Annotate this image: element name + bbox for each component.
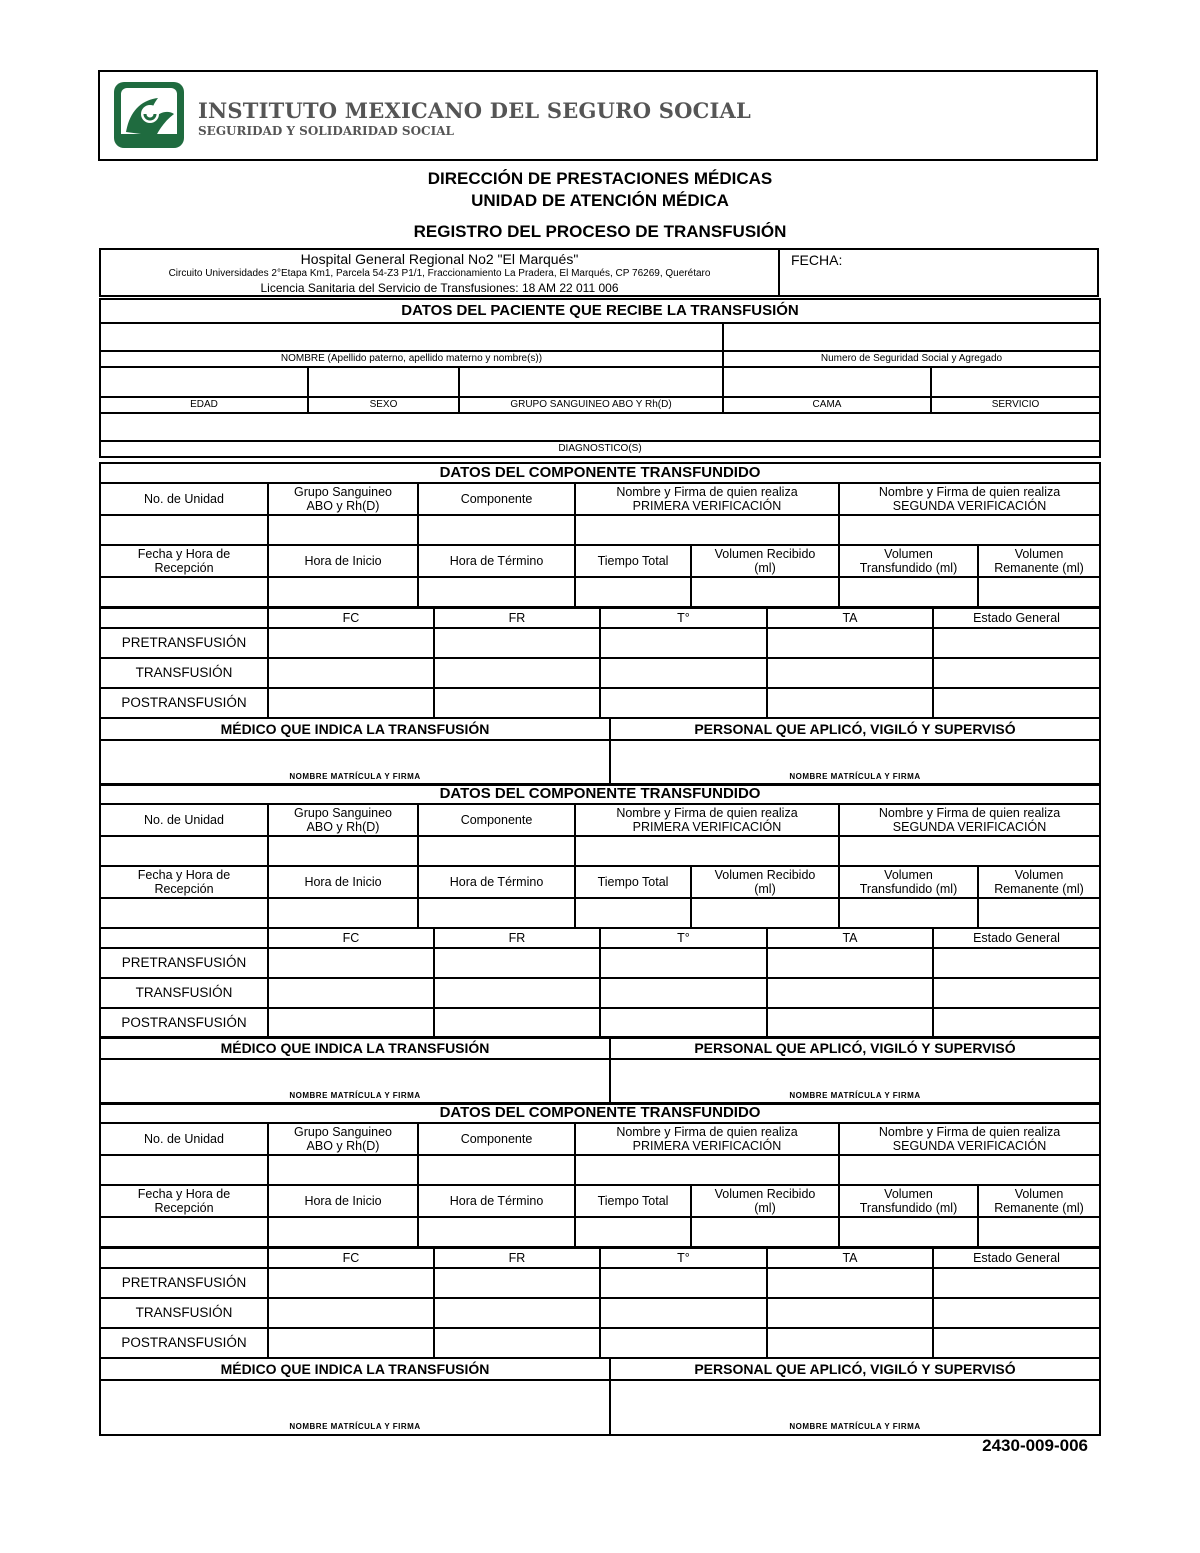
fc-label: FC: [268, 608, 434, 628]
header-logo-box: [98, 70, 1098, 161]
staff-signature-field[interactable]: [610, 740, 1100, 785]
component-table: [99, 783, 1101, 929]
doctor-sign-note: NOMBRE MATRÍCULA Y FIRMA: [289, 1091, 421, 1100]
vital-field[interactable]: [767, 1008, 933, 1038]
doctor-signature-field[interactable]: [100, 1380, 610, 1435]
vital-field[interactable]: [933, 688, 1100, 718]
blood-group-label: Grupo Sanguineo ABO y Rh(D): [268, 1123, 418, 1155]
volume-remaining-label: Volumen Remanente (ml): [978, 545, 1100, 577]
vital-field[interactable]: [434, 1008, 600, 1038]
fr-label: FR: [434, 928, 600, 948]
doctor-title: MÉDICO QUE INDICA LA TRANSFUSIÓN: [100, 718, 610, 740]
volume-received-label: Volumen Recibido (ml): [691, 545, 839, 577]
component-label: Componente: [418, 804, 575, 836]
total-time-field[interactable]: [575, 1217, 691, 1247]
blood-group-field[interactable]: [268, 1155, 418, 1185]
component-field[interactable]: [418, 836, 575, 866]
signature-table: [99, 717, 1101, 786]
vital-field[interactable]: [933, 658, 1100, 688]
vital-field[interactable]: [434, 948, 600, 978]
volume-transfused-field[interactable]: [839, 577, 978, 607]
vital-field[interactable]: [434, 978, 600, 1008]
vital-field[interactable]: [434, 628, 600, 658]
staff-title: PERSONAL QUE APLICÓ, VIGILÓ Y SUPERVISÓ: [610, 718, 1100, 740]
component-field[interactable]: [418, 1155, 575, 1185]
doctor-title: MÉDICO QUE INDICA LA TRANSFUSIÓN: [100, 1358, 610, 1380]
unit-no-label: No. de Unidad: [100, 483, 268, 515]
volume-received-label: Volumen Recibido (ml): [691, 866, 839, 898]
start-time-field[interactable]: [268, 898, 418, 928]
patient-name-field[interactable]: [100, 323, 723, 351]
reception-field[interactable]: [100, 577, 268, 607]
nss-field[interactable]: [723, 323, 1100, 351]
vital-field[interactable]: [268, 1298, 434, 1328]
second-check-label: Nombre y Firma de quien realiza SEGUNDA VERIFICACIÓN: [839, 1123, 1100, 1155]
staff-sign-note: NOMBRE MATRÍCULA Y FIRMA: [789, 1091, 921, 1100]
blood-group-label: Grupo Sanguineo ABO y Rh(D): [268, 804, 418, 836]
volume-received-field[interactable]: [691, 577, 839, 607]
vitals-table: [99, 927, 1101, 1039]
reception-label: Fecha y Hora de Recepción: [100, 866, 268, 898]
vital-field[interactable]: [933, 1008, 1100, 1038]
vital-field[interactable]: [600, 1268, 767, 1298]
vital-field[interactable]: [767, 1298, 933, 1328]
doctor-sign-note: NOMBRE MATRÍCULA Y FIRMA: [289, 772, 421, 781]
reception-field[interactable]: [100, 898, 268, 928]
vital-field[interactable]: [600, 1328, 767, 1358]
first-check-label: Nombre y Firma de quien realiza PRIMERA VERIFICACIÓN: [575, 483, 839, 515]
vital-field[interactable]: [767, 1268, 933, 1298]
vital-field[interactable]: [268, 1268, 434, 1298]
vital-field[interactable]: [933, 978, 1100, 1008]
volume-remaining-field[interactable]: [978, 1217, 1100, 1247]
unit-no-field[interactable]: [100, 1155, 268, 1185]
vital-field[interactable]: [600, 1298, 767, 1328]
volume-transfused-label: Volumen Transfundido (ml): [839, 866, 978, 898]
institution-name: INSTITUTO MEXICANO DEL SEGURO SOCIAL: [198, 98, 752, 123]
general-state-label: Estado General: [933, 608, 1100, 628]
diagnosis-label: DIAGNOSTICO(S): [100, 441, 1100, 457]
vital-field[interactable]: [268, 1008, 434, 1038]
vital-field[interactable]: [268, 948, 434, 978]
vitals-corner: [100, 928, 268, 948]
second-check-field[interactable]: [839, 515, 1100, 545]
vital-field[interactable]: [434, 1298, 600, 1328]
general-state-label: Estado General: [933, 928, 1100, 948]
vital-field[interactable]: [933, 948, 1100, 978]
component-table: [99, 1102, 1101, 1248]
vital-field[interactable]: [767, 658, 933, 688]
fr-label: FR: [434, 1248, 600, 1268]
temp-label: T°: [600, 1248, 767, 1268]
transfusion-label: TRANSFUSIÓN: [100, 658, 268, 688]
total-time-field[interactable]: [575, 898, 691, 928]
ta-label: TA: [767, 608, 933, 628]
staff-sign-note: NOMBRE MATRÍCULA Y FIRMA: [789, 1422, 921, 1431]
volume-remaining-field[interactable]: [978, 898, 1100, 928]
vital-field[interactable]: [434, 688, 600, 718]
end-time-field[interactable]: [418, 1217, 575, 1247]
component-table: [99, 462, 1101, 608]
end-time-field[interactable]: [418, 577, 575, 607]
vital-field[interactable]: [600, 688, 767, 718]
transfusion-label: TRANSFUSIÓN: [100, 1298, 268, 1328]
volume-transfused-field[interactable]: [839, 898, 978, 928]
start-time-label: Hora de Inicio: [268, 545, 418, 577]
pretransfusion-label: PRETRANSFUSIÓN: [100, 948, 268, 978]
temp-label: T°: [600, 928, 767, 948]
patient-section-title: DATOS DEL PACIENTE QUE RECIBE LA TRANSFUSIÓN: [100, 299, 1100, 323]
vital-field[interactable]: [434, 658, 600, 688]
vital-field[interactable]: [767, 978, 933, 1008]
total-time-label: Tiempo Total: [575, 866, 691, 898]
bed-field[interactable]: [723, 367, 931, 397]
postransfusion-label: POSTRANSFUSIÓN: [100, 1008, 268, 1038]
vital-field[interactable]: [434, 1328, 600, 1358]
first-check-label: Nombre y Firma de quien realiza PRIMERA VERIFICACIÓN: [575, 1123, 839, 1155]
staff-signature-field[interactable]: [610, 1380, 1100, 1435]
general-state-label: Estado General: [933, 1248, 1100, 1268]
volume-transfused-label: Volumen Transfundido (ml): [839, 1185, 978, 1217]
vitals-table: [99, 607, 1101, 719]
reception-label: Fecha y Hora de Recepción: [100, 545, 268, 577]
vital-field[interactable]: [600, 1008, 767, 1038]
imss-eagle-logo-icon: [112, 80, 186, 150]
reception-field[interactable]: [100, 1217, 268, 1247]
unit-no-label: No. de Unidad: [100, 1123, 268, 1155]
blood-group-label: GRUPO SANGUINEO ABO Y Rh(D): [459, 397, 723, 413]
blood-group-field[interactable]: [268, 515, 418, 545]
pretransfusion-label: PRETRANSFUSIÓN: [100, 628, 268, 658]
staff-title: PERSONAL QUE APLICÓ, VIGILÓ Y SUPERVISÓ: [610, 1037, 1100, 1059]
component-section-title: DATOS DEL COMPONENTE TRANSFUNDIDO: [100, 1103, 1100, 1123]
component-section-title: DATOS DEL COMPONENTE TRANSFUNDIDO: [100, 463, 1100, 483]
staff-title: PERSONAL QUE APLICÓ, VIGILÓ Y SUPERVISÓ: [610, 1358, 1100, 1380]
second-check-label: Nombre y Firma de quien realiza SEGUNDA VERIFICACIÓN: [839, 483, 1100, 515]
blood-group-field[interactable]: [459, 367, 723, 397]
form-code: 2430-009-006: [982, 1436, 1088, 1455]
hospital-address: Circuito Universidades 2°Etapa Km1, Parcela 54-Z3 P1/1, Fraccionamiento La Pradera, El Marqués, CP 76269, Querétaro: [168, 268, 711, 279]
total-time-field[interactable]: [575, 577, 691, 607]
end-time-field[interactable]: [418, 898, 575, 928]
postransfusion-label: POSTRANSFUSIÓN: [100, 1328, 268, 1358]
postransfusion-label: POSTRANSFUSIÓN: [100, 688, 268, 718]
component-field[interactable]: [418, 515, 575, 545]
vital-field[interactable]: [268, 628, 434, 658]
start-time-field[interactable]: [268, 577, 418, 607]
nss-label: Numero de Seguridad Social y Agregado: [723, 351, 1100, 367]
vital-field[interactable]: [434, 1268, 600, 1298]
patient-table: [99, 298, 1101, 458]
signature-table: [99, 1036, 1101, 1105]
fc-label: FC: [268, 928, 434, 948]
reception-label: Fecha y Hora de Recepción: [100, 1185, 268, 1217]
vital-field[interactable]: [933, 1268, 1100, 1298]
volume-transfused-label: Volumen Transfundido (ml): [839, 545, 978, 577]
vital-field[interactable]: [268, 688, 434, 718]
total-time-label: Tiempo Total: [575, 545, 691, 577]
diagnosis-field[interactable]: [100, 413, 1100, 441]
staff-signature-field[interactable]: [610, 1059, 1100, 1104]
title-direction: DIRECCIÓN DE PRESTACIONES MÉDICAS: [427, 169, 773, 188]
vital-field[interactable]: [767, 628, 933, 658]
vital-field[interactable]: [600, 948, 767, 978]
date-field[interactable]: [861, 252, 1091, 292]
volume-received-field[interactable]: [691, 898, 839, 928]
vital-field[interactable]: [767, 948, 933, 978]
volume-remaining-label: Volumen Remanente (ml): [978, 866, 1100, 898]
vital-field[interactable]: [933, 628, 1100, 658]
vital-field[interactable]: [268, 658, 434, 688]
date-label: FECHA:: [791, 252, 843, 268]
volume-remaining-label: Volumen Remanente (ml): [978, 1185, 1100, 1217]
hospital-name: Hospital General Regional No2 "El Marqués": [300, 251, 579, 267]
sex-field[interactable]: [308, 367, 459, 397]
vital-field[interactable]: [933, 1298, 1100, 1328]
doctor-signature-field[interactable]: [100, 1059, 610, 1104]
title-unit: UNIDAD DE ATENCIÓN MÉDICA: [471, 191, 729, 210]
component-label: Componente: [418, 483, 575, 515]
end-time-label: Hora de Término: [418, 545, 575, 577]
unit-no-field[interactable]: [100, 515, 268, 545]
ta-label: TA: [767, 1248, 933, 1268]
page-title: REGISTRO DEL PROCESO DE TRANSFUSIÓN: [413, 222, 787, 241]
blood-group-label: Grupo Sanguineo ABO y Rh(D): [268, 483, 418, 515]
start-time-label: Hora de Inicio: [268, 1185, 418, 1217]
bed-label: CAMA: [723, 397, 931, 413]
vitals-corner: [100, 608, 268, 628]
signature-table: [99, 1357, 1101, 1436]
vital-field[interactable]: [767, 688, 933, 718]
vitals-corner: [100, 1248, 268, 1268]
fc-label: FC: [268, 1248, 434, 1268]
vital-field[interactable]: [600, 978, 767, 1008]
unit-no-label: No. de Unidad: [100, 804, 268, 836]
service-label: SERVICIO: [931, 397, 1100, 413]
blood-group-field[interactable]: [268, 836, 418, 866]
pretransfusion-label: PRETRANSFUSIÓN: [100, 1268, 268, 1298]
fr-label: FR: [434, 608, 600, 628]
vital-field[interactable]: [268, 1328, 434, 1358]
ta-label: TA: [767, 928, 933, 948]
total-time-label: Tiempo Total: [575, 1185, 691, 1217]
start-time-field[interactable]: [268, 1217, 418, 1247]
first-check-field[interactable]: [575, 1155, 839, 1185]
temp-label: T°: [600, 608, 767, 628]
second-check-field[interactable]: [839, 836, 1100, 866]
unit-no-field[interactable]: [100, 836, 268, 866]
second-check-label: Nombre y Firma de quien realiza SEGUNDA VERIFICACIÓN: [839, 804, 1100, 836]
sex-label: SEXO: [308, 397, 459, 413]
transfusion-label: TRANSFUSIÓN: [100, 978, 268, 1008]
first-check-field[interactable]: [575, 515, 839, 545]
second-check-field[interactable]: [839, 1155, 1100, 1185]
vitals-table: [99, 1247, 1101, 1359]
end-time-label: Hora de Término: [418, 866, 575, 898]
volume-received-field[interactable]: [691, 1217, 839, 1247]
institution-subtitle: SEGURIDAD Y SOLIDARIDAD SOCIAL: [198, 124, 454, 138]
doctor-sign-note: NOMBRE MATRÍCULA Y FIRMA: [289, 1422, 421, 1431]
vital-field[interactable]: [767, 1328, 933, 1358]
service-field[interactable]: [931, 367, 1100, 397]
end-time-label: Hora de Término: [418, 1185, 575, 1217]
start-time-label: Hora de Inicio: [268, 866, 418, 898]
vital-field[interactable]: [933, 1328, 1100, 1358]
age-label: EDAD: [100, 397, 308, 413]
component-label: Componente: [418, 1123, 575, 1155]
component-section-title: DATOS DEL COMPONENTE TRANSFUNDIDO: [100, 784, 1100, 804]
sanitary-license: Licencia Sanitaria del Servicio de Transfusiones: 18 AM 22 011 006: [260, 281, 619, 295]
doctor-signature-field[interactable]: [100, 740, 610, 785]
hospital-info-box: [99, 248, 1099, 297]
vital-field[interactable]: [600, 658, 767, 688]
volume-remaining-field[interactable]: [978, 577, 1100, 607]
patient-name-label: NOMBRE (Apellido paterno, apellido materno y nombre(s)): [100, 351, 723, 367]
staff-sign-note: NOMBRE MATRÍCULA Y FIRMA: [789, 772, 921, 781]
volume-received-label: Volumen Recibido (ml): [691, 1185, 839, 1217]
age-field[interactable]: [100, 367, 308, 397]
first-check-label: Nombre y Firma de quien realiza PRIMERA VERIFICACIÓN: [575, 804, 839, 836]
first-check-field[interactable]: [575, 836, 839, 866]
vital-field[interactable]: [268, 978, 434, 1008]
vital-field[interactable]: [600, 628, 767, 658]
volume-transfused-field[interactable]: [839, 1217, 978, 1247]
doctor-title: MÉDICO QUE INDICA LA TRANSFUSIÓN: [100, 1037, 610, 1059]
